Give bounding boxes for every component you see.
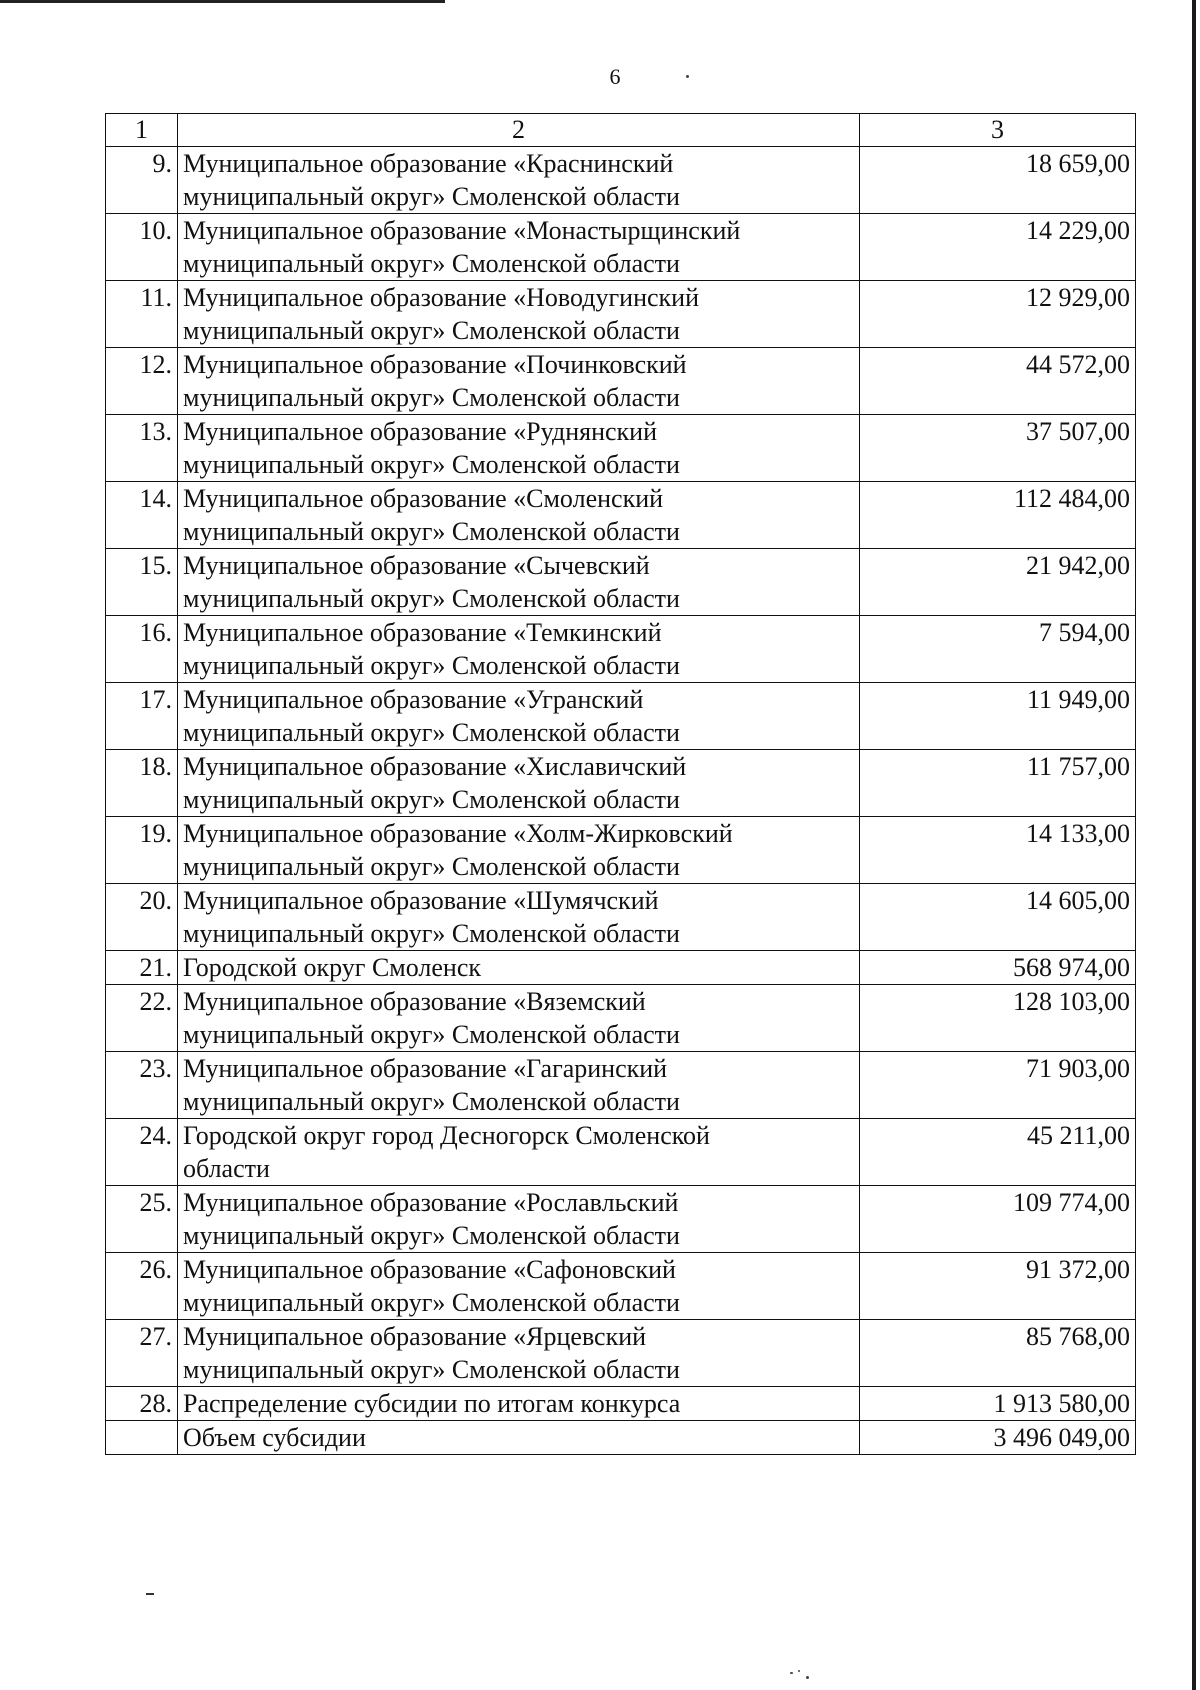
row-number: 14. — [106, 482, 178, 549]
municipality-name — [178, 683, 860, 750]
table-row — [106, 750, 1136, 817]
subsidy-amount: 7 594,00 — [860, 616, 1136, 683]
municipality-name-line: Муниципальное образование «Гагаринский — [183, 1054, 668, 1083]
municipality-name-line: Муниципальное образование «Ярцевский — [183, 1322, 647, 1351]
scan-speck — [806, 1676, 809, 1679]
municipality-name — [178, 1320, 860, 1387]
municipality-name-line: муниципальный округ» Смоленской области — [183, 182, 680, 211]
table-row — [106, 147, 1136, 214]
municipality-name — [178, 281, 860, 348]
municipality-name-line: Городской округ Смоленск — [183, 953, 481, 982]
subsidy-amount: 71 903,00 — [860, 1052, 1136, 1119]
subsidy-amount: 1 913 580,00 — [860, 1387, 1136, 1421]
column-header-number: 1 — [106, 114, 178, 147]
table-row — [106, 1253, 1136, 1320]
municipality-name-line: муниципальный округ» Смоленской области — [183, 919, 680, 948]
subsidy-amount: 37 507,00 — [860, 415, 1136, 482]
municipality-name-line: муниципальный округ» Смоленской области — [183, 249, 680, 278]
municipality-name-line: Объем субсидии — [183, 1423, 366, 1452]
subsidy-amount: 568 974,00 — [860, 951, 1136, 985]
municipality-name — [178, 348, 860, 415]
row-number: 18. — [106, 750, 178, 817]
table-row — [106, 951, 1136, 985]
scan-mark — [146, 1593, 154, 1595]
municipality-name-line: муниципальный округ» Смоленской области — [183, 316, 680, 345]
municipality-name-line: Муниципальное образование «Шумячский — [183, 886, 659, 915]
table-row — [106, 348, 1136, 415]
municipality-name — [178, 549, 860, 616]
scan-edge-top — [0, 0, 445, 3]
table-row — [106, 1052, 1136, 1119]
municipality-name-line: муниципальный округ» Смоленской области — [183, 1020, 680, 1049]
row-number: 24. — [106, 1119, 178, 1186]
table-row — [106, 884, 1136, 951]
subsidy-amount: 11 757,00 — [860, 750, 1136, 817]
table-row — [106, 1320, 1136, 1387]
subsidy-amount: 12 929,00 — [860, 281, 1136, 348]
municipality-name-line: муниципальный округ» Смоленской области — [183, 584, 680, 613]
municipality-name — [178, 1052, 860, 1119]
municipality-name — [178, 1253, 860, 1320]
municipality-name-line: Муниципальное образование «Новодугинский — [183, 283, 699, 312]
row-number: 9. — [106, 147, 178, 214]
table-row — [106, 482, 1136, 549]
municipality-name-line: муниципальный округ» Смоленской области — [183, 651, 680, 680]
municipality-name-line: Распределение субсидии по итогам конкурса — [183, 1389, 681, 1418]
municipality-name-line: муниципальный округ» Смоленской области — [183, 517, 680, 546]
subsidy-table — [105, 113, 1136, 1455]
subsidy-amount: 14 605,00 — [860, 884, 1136, 951]
subsidy-amount: 91 372,00 — [860, 1253, 1136, 1320]
row-number: 27. — [106, 1320, 178, 1387]
subsidy-amount: 112 484,00 — [860, 482, 1136, 549]
municipality-name — [178, 1119, 860, 1186]
municipality-name — [178, 1421, 860, 1455]
municipality-name-line: муниципальный округ» Смоленской области — [183, 1355, 680, 1384]
row-number: 22. — [106, 985, 178, 1052]
municipality-name — [178, 1387, 860, 1421]
municipality-name — [178, 1186, 860, 1253]
municipality-name-line: Муниципальное образование «Смоленский — [183, 484, 664, 513]
table-row — [106, 1421, 1136, 1455]
table-header-row — [106, 114, 1136, 147]
scan-speck — [790, 1672, 793, 1674]
row-number: 21. — [106, 951, 178, 985]
subsidy-amount: 11 949,00 — [860, 683, 1136, 750]
municipality-name-line: муниципальный округ» Смоленской области — [183, 383, 680, 412]
municipality-name-line: муниципальный округ» Смоленской области — [183, 718, 680, 747]
subsidy-amount: 18 659,00 — [860, 147, 1136, 214]
table-row — [106, 616, 1136, 683]
row-number: 16. — [106, 616, 178, 683]
table-row — [106, 985, 1136, 1052]
column-header-name: 2 — [178, 114, 860, 147]
table-row — [106, 281, 1136, 348]
municipality-name-line: Муниципальное образование «Рославльский — [183, 1188, 679, 1217]
table-row — [106, 1186, 1136, 1253]
row-number: 15. — [106, 549, 178, 616]
municipality-name-line: Муниципальное образование «Холм-Жирковский — [183, 819, 733, 848]
municipality-name-line: муниципальный округ» Смоленской области — [183, 785, 680, 814]
municipality-name-line: области — [183, 1154, 270, 1183]
municipality-name-line: Муниципальное образование «Руднянский — [183, 417, 657, 446]
municipality-name-line: Муниципальное образование «Сычевский — [183, 551, 650, 580]
municipality-name — [178, 817, 860, 884]
subsidy-amount: 128 103,00 — [860, 985, 1136, 1052]
subsidy-amount: 14 133,00 — [860, 817, 1136, 884]
subsidy-amount: 85 768,00 — [860, 1320, 1136, 1387]
municipality-name-line: Муниципальное образование «Хиславичский — [183, 752, 687, 781]
table-body — [106, 147, 1136, 1455]
row-number: 28. — [106, 1387, 178, 1421]
row-number: 13. — [106, 415, 178, 482]
municipality-name-line: Муниципальное образование «Починковский — [183, 350, 687, 379]
table-row — [106, 214, 1136, 281]
row-number: 12. — [106, 348, 178, 415]
municipality-name — [178, 147, 860, 214]
municipality-name-line: Муниципальное образование «Сафоновский — [183, 1255, 676, 1284]
municipality-name-line: муниципальный округ» Смоленской области — [183, 1221, 680, 1250]
table-row — [106, 1387, 1136, 1421]
subsidy-amount: 45 211,00 — [860, 1119, 1136, 1186]
row-number: 11. — [106, 281, 178, 348]
table-row — [106, 415, 1136, 482]
municipality-name — [178, 214, 860, 281]
municipality-name-line: Муниципальное образование «Краснинский — [183, 149, 674, 178]
row-number: 10. — [106, 214, 178, 281]
subsidy-amount: 21 942,00 — [860, 549, 1136, 616]
municipality-name-line: Городской округ город Десногорск Смоленской — [183, 1121, 710, 1150]
municipality-name-line: муниципальный округ» Смоленской области — [183, 1288, 680, 1317]
municipality-name-line: муниципальный округ» Смоленской области — [183, 450, 680, 479]
municipality-name — [178, 951, 860, 985]
municipality-name — [178, 985, 860, 1052]
row-number: 25. — [106, 1186, 178, 1253]
subsidy-amount: 44 572,00 — [860, 348, 1136, 415]
municipality-name — [178, 884, 860, 951]
row-number: 23. — [106, 1052, 178, 1119]
row-number: 17. — [106, 683, 178, 750]
subsidy-amount: 14 229,00 — [860, 214, 1136, 281]
row-number — [106, 1421, 178, 1455]
scan-edge-right — [1192, 0, 1196, 1690]
municipality-name-line: Муниципальное образование «Вяземский — [183, 987, 646, 1016]
row-number: 19. — [106, 817, 178, 884]
page-number: 6 — [609, 64, 621, 89]
municipality-name — [178, 415, 860, 482]
municipality-name-line: Муниципальное образование «Монастырщинский — [183, 216, 741, 245]
column-header-amount: 3 — [860, 114, 1136, 147]
subsidy-amount: 109 774,00 — [860, 1186, 1136, 1253]
table-row — [106, 549, 1136, 616]
row-number: 20. — [106, 884, 178, 951]
municipality-name-line: муниципальный округ» Смоленской области — [183, 1087, 680, 1116]
municipality-name-line: Муниципальное образование «Темкинский — [183, 618, 662, 647]
municipality-name — [178, 482, 860, 549]
municipality-name-line: муниципальный округ» Смоленской области — [183, 852, 680, 881]
municipality-name — [178, 750, 860, 817]
table-row — [106, 1119, 1136, 1186]
table-row — [106, 683, 1136, 750]
scan-speck — [798, 1670, 800, 1672]
table-row — [106, 817, 1136, 884]
subsidy-amount: 3 496 049,00 — [860, 1421, 1136, 1455]
municipality-name-line: Муниципальное образование «Угранский — [183, 685, 644, 714]
municipality-name — [178, 616, 860, 683]
row-number: 26. — [106, 1253, 178, 1320]
